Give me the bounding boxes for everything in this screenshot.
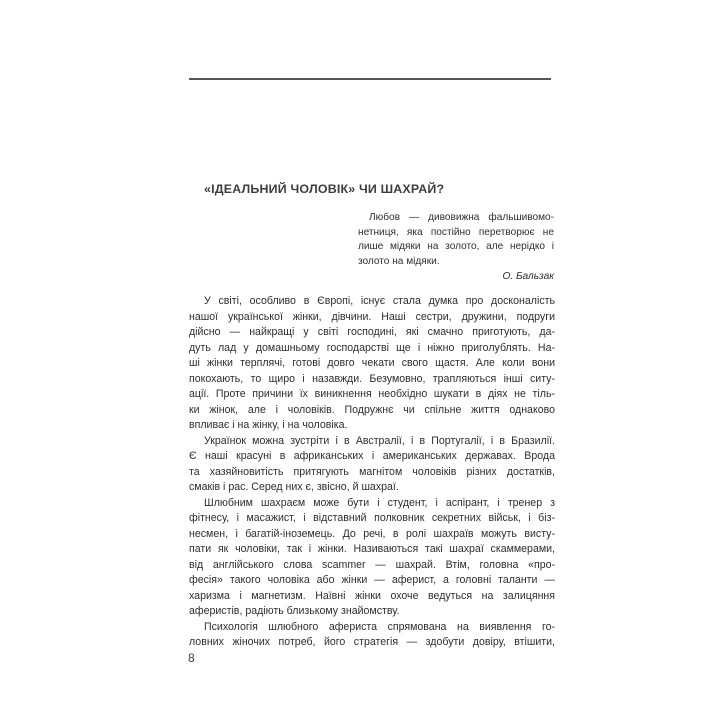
- epigraph-attribution: О. Бальзак: [502, 271, 554, 283]
- text-line: дійсно — найкращі у світі господині, які смачно приготують, да-: [189, 326, 555, 338]
- text-line: ації. Проте причини їх виникнення необхідно шукати в діях не тіль-: [189, 388, 555, 400]
- text-line: Є наші красуні в африканських і американських державах. Врода: [189, 450, 555, 462]
- text-line: У світі, особливо в Європі, існує стала думка про досконалість: [204, 295, 555, 307]
- text-line: аферистів, радіють близькому знайомству.: [189, 605, 400, 617]
- text-line: харизма і магнетизм. Наївні жінки охоче ведуться на залицяння: [189, 589, 555, 602]
- text-line: пати як чоловіки, так і жінки. Називаються такі шахраї скаммерами,: [189, 543, 555, 555]
- body-text: [189, 294, 555, 651]
- paragraph: [189, 294, 555, 434]
- text-line: дуть лад у домашньому господарстві ще і ніжно приголублять. На-: [189, 341, 555, 354]
- chapter-title: «ІДЕАЛЬНИЙ ЧОЛОВІК» ЧИ ШАХРАЙ?: [204, 182, 445, 196]
- epigraph-text: [358, 211, 554, 269]
- text-line: нашої української жінки, дівчини. Наші сестри, дружини, подруги: [189, 310, 555, 323]
- text-line: смаків і рас. Серед них є, звісно, й шахраї.: [189, 481, 399, 493]
- header-rule: [189, 78, 551, 80]
- text-line: ки жінок, але і чоловіків. Подружнє чи спільне життя однаково: [189, 403, 555, 416]
- epigraph: [358, 211, 554, 285]
- text-line: золото на мідяки.: [358, 255, 440, 267]
- text-line: нетниця, яка постійно перетворює не: [358, 226, 554, 238]
- paragraph: [189, 496, 555, 620]
- text-line: від англійського слова scammer — шахрай. Втім, головна «про-: [189, 558, 555, 571]
- text-line: фітнесу, і масажист, і відставний полковник секретних військ, і біз-: [189, 512, 555, 524]
- text-line: покохають, то щиро і назавжди. Безумовно, трапляються інші ситу-: [189, 372, 555, 385]
- paragraph: [189, 620, 555, 651]
- text-line: Українок можна зустріти і в Австралії, і в Португалії, і в Бразилії.: [204, 434, 555, 447]
- paragraph: [189, 434, 555, 496]
- text-line: ші жінки терплячі, готові довго чекати свого щастя. Але коли вони: [189, 357, 555, 369]
- text-line: лише мідяки на золото, але нерідко і: [358, 241, 554, 253]
- text-line: впливає і на жінку, і на чоловіка.: [189, 419, 348, 431]
- text-line: ловних жіночих потреб, його стратегія — здобути довіру, втішити,: [189, 636, 555, 648]
- page-number: 8: [188, 651, 195, 665]
- text-line: Шлюбним шахраєм може бути і студент, і аспірант, і тренер з: [204, 496, 555, 509]
- text-line: фесія» такого чоловіка або жінки — аферист, а головні таланти —: [189, 574, 555, 586]
- text-line: Психологія шлюбного афериста спрямована на виявлення го-: [204, 620, 555, 633]
- text-line: Любов — дивовижна фальшивомо-: [369, 212, 554, 223]
- text-line: та хазяйновитість притягують магнітом чоловіків різних достатків,: [189, 465, 555, 478]
- text-line: несмен, і багатій-іноземець. До речі, в ролі шахраїв можуть висту-: [189, 527, 555, 540]
